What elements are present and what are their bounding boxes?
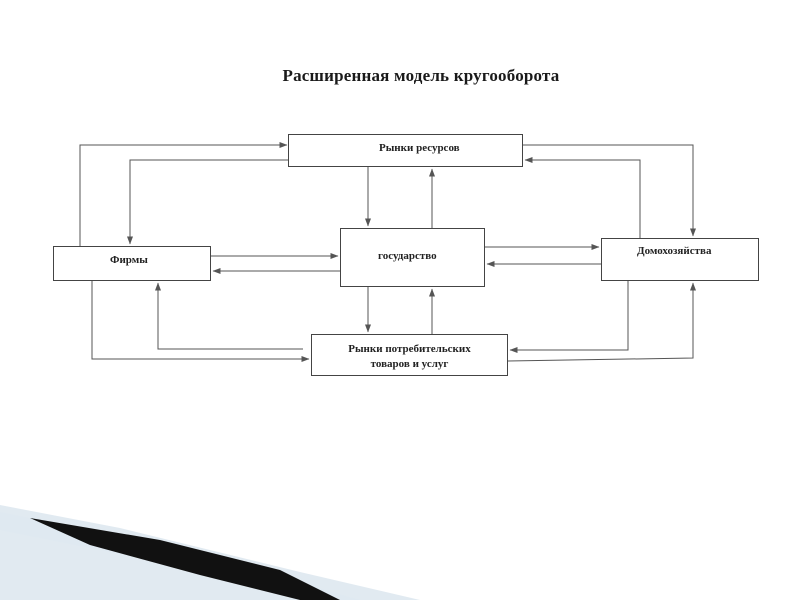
slide-title: Расширенная модель кругооборота [282,66,560,85]
node-households-label: Домохозяйства [637,245,712,257]
node-government-label: государство [378,250,437,262]
node-resource-markets-label: Рынки ресурсов [379,142,460,154]
node-consumer-markets-line1: Рынки потребительских [348,343,471,355]
node-consumer-markets-line2: товаров и услуг [370,358,449,370]
node-firms-label: Фирмы [110,254,148,266]
